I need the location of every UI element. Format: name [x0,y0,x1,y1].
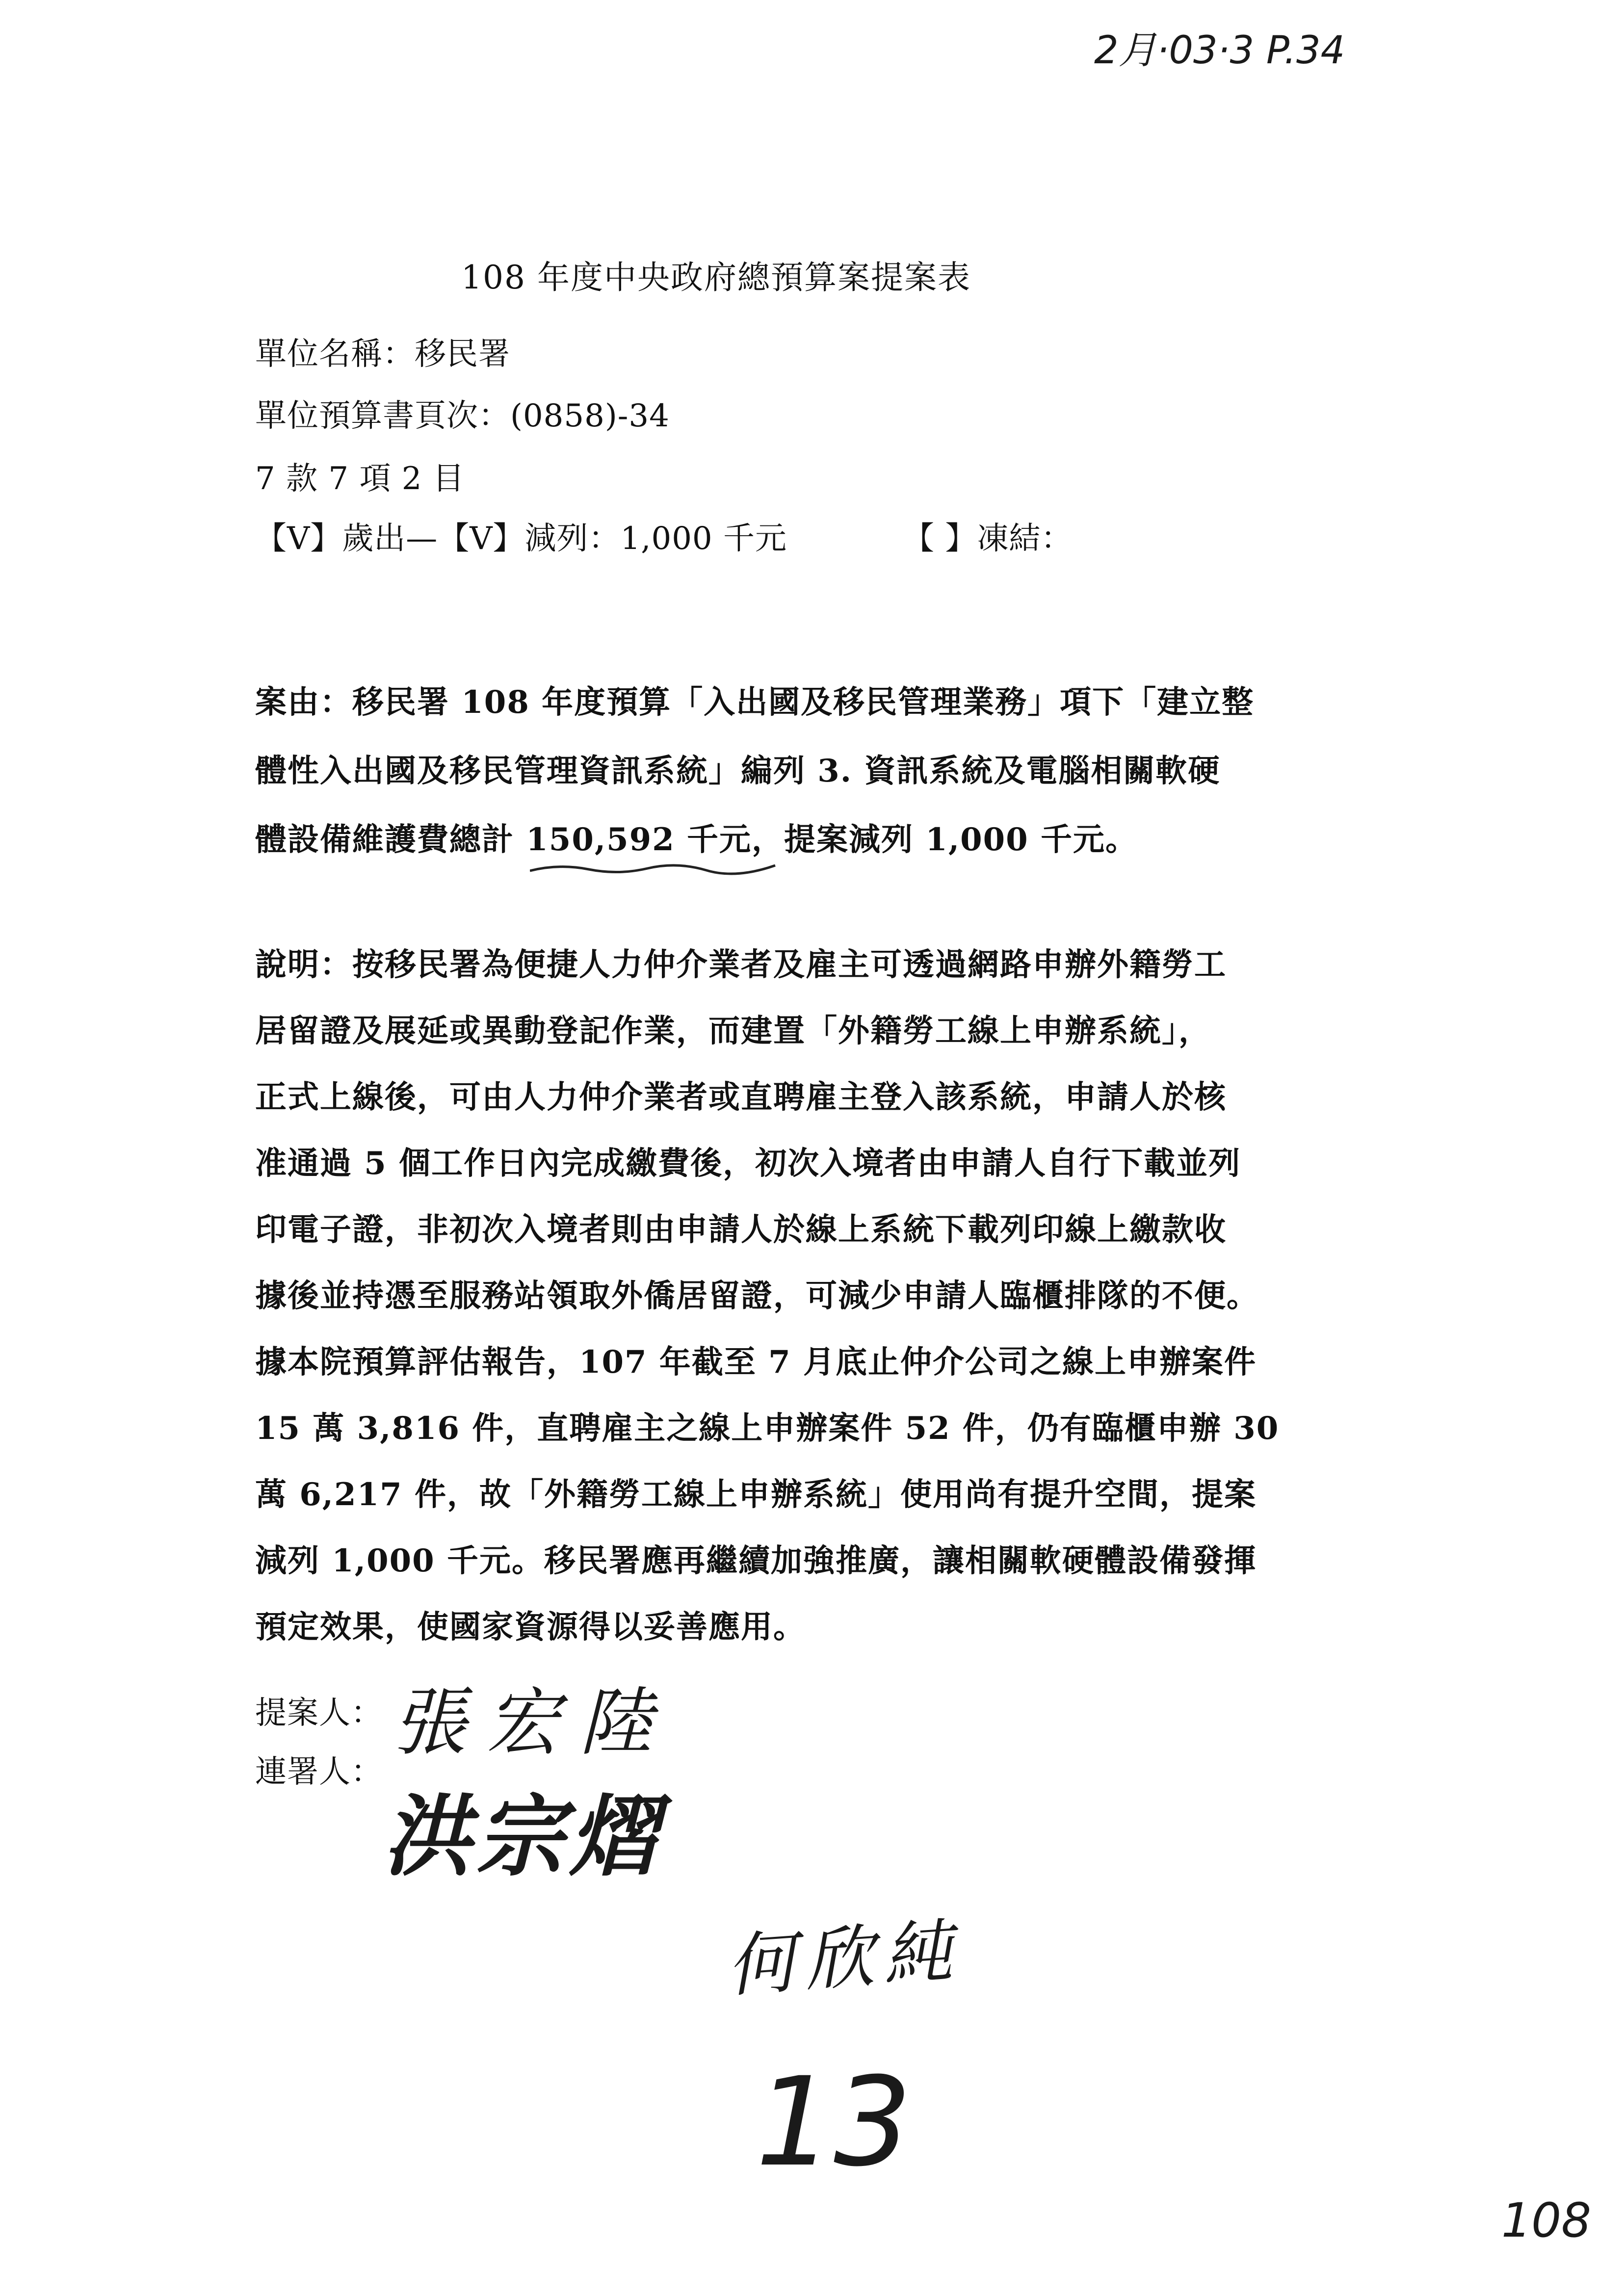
action-expense: 【V】歲出—【V】減列：1,000 千元 [255,521,787,557]
case-line: 案由：移民署 108 年度預算「入出國及移民管理業務」項下「建立整 [255,684,1255,721]
explanation-line: 預定效果，使國家資源得以妥善應用。 [255,1609,806,1645]
unit-name: 單位名稱：移民署 [255,336,510,372]
proposer-signature: 張宏陸 [393,1680,673,1766]
handwritten-header: 2月·03·3 P.34 [1094,28,1345,73]
budget-item: 7 款 7 項 2 目 [255,461,465,497]
explanation-line: 據後並持憑至服務站領取外僑居留證，可減少申請人臨櫃排隊的不便。 [255,1278,1259,1314]
explanation-line: 印電子證，非初次入境者則由申請人於線上系統下載列印線上繳款收 [255,1211,1227,1248]
explanation-line: 減列 1,000 千元。移民署應再繼續加強推廣，讓相關軟硬體設備發揮 [255,1542,1257,1579]
explanation-line: 萬 6,217 件，故「外籍勞工線上申辦系統」使用尚有提升空間，提案 [255,1476,1257,1513]
proposer-label: 提案人： [255,1695,383,1731]
cosigner-label: 連署人： [255,1754,383,1790]
underline-mark [530,859,785,878]
explanation-line: 居留證及展延或異動登記作業，而建置「外籍勞工線上申辦系統」， [255,1013,1211,1049]
action-freeze: 【 】凍結： [903,521,1073,557]
handwritten-number: 13 [756,2051,912,2193]
budget-page: 單位預算書頁次：(0858)-34 [255,398,670,434]
explanation-line: 據本院預算評估報告，107 年截至 7 月底止仲介公司之線上申辦案件 [255,1344,1257,1381]
cosigner-signature-1: 洪宗熠 [383,1786,663,1888]
explanation-line: 說明：按移民署為便捷人力仲介業者及雇主可透過網路申辦外籍勞工 [255,946,1227,983]
cosigner-signature-2: 何欣純 [724,1910,965,2007]
case-line: 體性入出國及移民管理資訊系統」編列 3. 資訊系統及電腦相關軟硬 [255,753,1221,789]
page-number: 108 [1501,2193,1592,2248]
case-line: 體設備維護費總計 150,592 千元，提案減列 1,000 千元。 [255,821,1138,858]
explanation-line: 准通過 5 個工作日內完成繳費後，初次入境者由申請人自行下載並列 [255,1145,1241,1182]
page-title: 108 年度中央政府總預算案提案表 [461,259,971,296]
explanation-line: 15 萬 3,816 件，直聘雇主之線上申辦案件 52 件，仍有臨櫃申辦 30 [255,1410,1280,1447]
explanation-line: 正式上線後，可由人力仲介業者或直聘雇主登入該系統，申請人於核 [255,1079,1227,1116]
